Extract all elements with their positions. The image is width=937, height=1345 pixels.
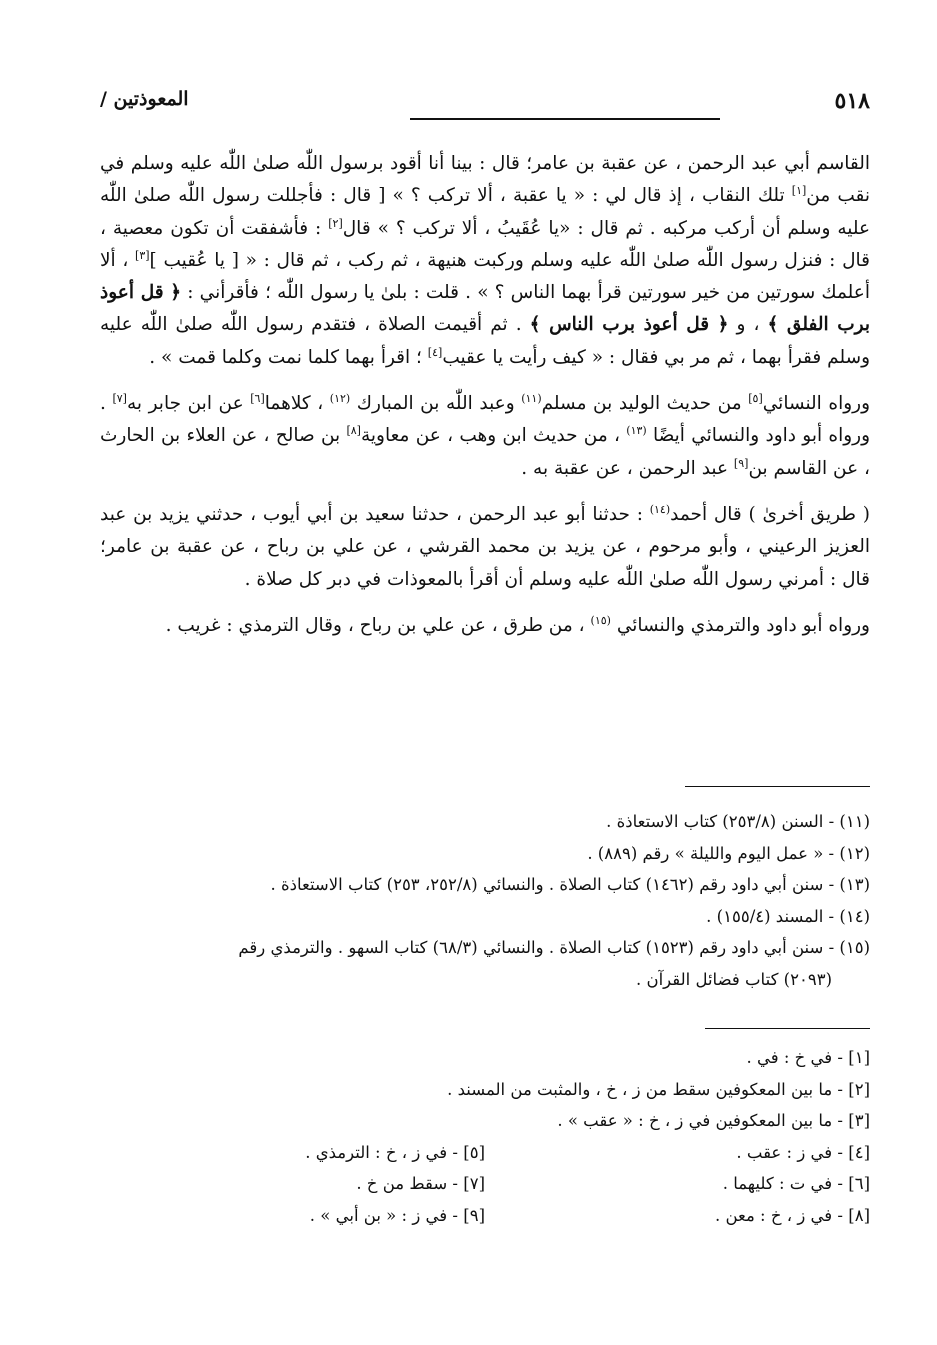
text-run: تلك النقاب ، إذ قال لي : « يا عقبة ، ألا تركب ؟ » [ قال : فأجللت رسول اللّٰه صلىٰ اللّٰه عليه وسلم أن أركب مركبه . ثم قال : «يا عُقَيبُ ، ألا تركب ؟ » قال [100,185,871,239]
variant-marker: [٨] [346,424,361,438]
references-separator [685,786,870,787]
variant-marker: [٧] [112,391,127,405]
quran-quote: ﴿ قل أعوذ برب الفلق ﴾ [100,282,870,336]
variant-item: [٦] - في ت : كليهما . [722,1174,870,1193]
text-run: بن صالح ، عن العلاء بن الحارث ، عن القاسم بن [100,425,870,479]
reference-marker: (١٢) [329,391,351,405]
text-run: ورواه أبو داود والترمذي والنسائي [610,614,870,636]
text-run: ؛ اقرأ بهما كلما نمت وكلما قمت » . [149,346,428,368]
paragraph-another-route [100,499,870,596]
reference-item: (١٢) - « عمل اليوم والليلة » رقم (٨٨٩) . [587,843,870,863]
text-run: . ورواه أبو داود والنسائي أيضًا [100,393,871,447]
variant-row [100,1168,870,1200]
reference-item-continuation: (٢٠٩٣) كتاب فضائل القرآن . [635,969,832,989]
text-run: ( طريق أخرىٰ ) قال أحمد [670,503,871,525]
reference-item: (١١) - السنن (٢٥٣/٨) كتاب الاستعاذة . [606,812,870,831]
text-run: عبد الرحمن ، عن عقبة به . [521,457,734,479]
variant-marker: [٣] [135,248,150,262]
running-title: المعوذتين / [100,88,189,110]
variant-item: [٨] - في ز ، خ : معن . [714,1205,870,1225]
reference-marker: (١٥) [590,613,611,627]
variant-item: [٩] - في ز : « بن أبي » . [309,1205,485,1225]
variant-marker: [٩] [733,456,749,470]
text-run: ، كلاهما [264,393,330,415]
variant-row [100,1200,870,1232]
main-text [100,148,870,656]
variant-row [100,1137,870,1169]
variant-marker: [٢] [328,216,343,230]
variant-item: [١] - في خ : في . [746,1048,870,1067]
variant-item: [٤] - في ز : عقب . [736,1142,870,1162]
quran-quote: ﴿ قل أعوذ برب الناس ﴾ [529,314,729,336]
paragraph-hadith [100,148,870,374]
text-run: : فأشفقت أن تكون معصية ، قال : فنزل رسول اللّٰه صلىٰ اللّٰه عليه وسلم وركبت هنيهة ، ثم ركب ، ثم قال : « [ يا عُقيب ] [100,217,870,271]
text-run: من حديث الوليد بن مسلم [541,393,749,415]
reference-item: (١٥) - سنن أبي داود رقم (١٥٢٣) كتاب الصلاة . والنسائي (٦٨/٣) كتاب السهو . والترمذي رقم [238,938,870,957]
text-run: القاسم أبي عبد الرحمن ، عن عقبة بن عامر؛ قال : بينا أنا أقود برسول اللّٰه صلىٰ اللّٰه عليه وسلم في نقب من [100,153,871,207]
variant-item: [٥] - في ز ، خ : الترمذي . [305,1142,485,1162]
page-header [100,88,870,124]
text-run: ، من حديث ابن وهب ، عن معاوية [360,425,627,447]
header-rule [410,118,720,120]
text-run: ، من طرق ، عن علي بن رباح ، وقال الترمذي : غريب . [165,614,591,636]
page-number: ٥١٨ [834,88,870,114]
reference-item: (١٣) - سنن أبي داود رقم (١٤٦٢) كتاب الصلاة . والنسائي (٢٥٢/٨، ٢٥٣) كتاب الاستعاذة . [270,875,870,894]
reference-marker: (١٣) [626,424,647,438]
text-run: ، ألا أعلمك سورتين من خير سورتين قرأ بهما الناس ؟ » . قلت : بلىٰ يا رسول اللّٰه ؛ فأقرأني : [100,249,870,304]
text-run: : حدثنا أبو عبد الرحمن ، حدثنا سعيد بن أبي أيوب ، حدثني يزيد بن عبد العزيز الرعيني ، وأبو مرحوم ، عن يزيد بن محمد القرشي ، عن علي بن رباح ، عن عقبة بن عامر؛ قال : أمرني رسول اللّٰه صلىٰ اللّٰه عليه وسلم أن أقرأ بالمعوذات في دبر كل صلاة . [100,503,870,590]
variant-marker: [٥] [748,391,763,405]
variant-marker: [٤] [427,345,443,359]
source-references [100,806,870,995]
variants-separator [705,1028,870,1029]
text-run: عن ابن جابر به [126,393,251,415]
variant-item: [٣] - ما بين المعكوفين في ز ، خ : « عقب » . [557,1111,870,1130]
variant-marker: [١] [791,184,807,198]
text-run: ورواه النسائي [762,393,871,415]
reference-marker: (١١) [521,391,542,405]
text-run: . ثم أقيمت الصلاة ، فتقدم رسول اللّٰه صلىٰ اللّٰه عليه وسلم فقرأ بهما ، ثم مر بي فقال : « كيف رأيت يا عقيب [100,314,870,368]
variant-item: [٢] - ما بين المعكوفين سقط من ز ، خ ، والمثبت من المسند . [447,1079,870,1099]
paragraph-tirmidhi [100,610,870,642]
reference-item: (١٤) - المسند (١٥٥/٤) . [706,906,870,926]
text-run: ، و [728,314,768,336]
reference-marker: (١٤) [649,502,671,516]
variant-marker: [٦] [250,391,265,405]
paragraph-narrations [100,388,870,485]
text-run: وعبد اللّٰه بن المبارك [350,393,522,415]
variant-item: [٧] - سقط من خ . [356,1174,485,1193]
manuscript-variants [100,1042,870,1231]
